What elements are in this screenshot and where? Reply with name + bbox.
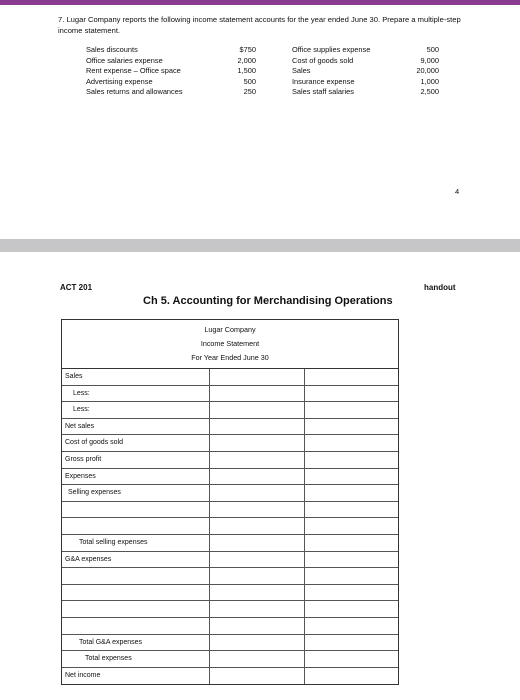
table-row — [62, 585, 398, 602]
row-label — [62, 618, 210, 634]
table-row — [62, 618, 398, 635]
problem-statement: 7. Lugar Company reports the following income statement accounts for the year ended June 30. Prepare a multiple-step income statement. — [58, 15, 461, 35]
row-label: Gross profit — [62, 452, 210, 468]
table-row — [62, 601, 398, 618]
total-cell — [305, 601, 398, 617]
amount-cell — [210, 585, 305, 601]
total-cell — [305, 369, 398, 385]
page-separator — [0, 239, 520, 252]
account-row — [292, 56, 439, 67]
row-label: Total selling expenses — [62, 535, 210, 551]
amount-cell — [210, 435, 305, 451]
table-row — [62, 402, 398, 419]
table-row — [62, 552, 398, 569]
account-row — [86, 56, 256, 67]
account-row — [292, 45, 439, 56]
total-cell — [305, 635, 398, 651]
account-name: Insurance expense — [292, 76, 355, 86]
row-label: Sales — [62, 369, 210, 385]
total-cell — [305, 568, 398, 584]
amount-cell — [210, 502, 305, 518]
account-value: $750 — [239, 45, 256, 54]
top-accent-bar — [0, 0, 520, 5]
account-value: 250 — [243, 87, 256, 97]
company-name: Lugar Company — [204, 325, 256, 334]
row-label: G&A expenses — [62, 552, 210, 568]
total-cell — [305, 618, 398, 634]
row-label — [62, 585, 210, 601]
amount-cell — [210, 485, 305, 501]
total-cell — [305, 435, 398, 451]
account-row — [86, 66, 256, 77]
row-label — [62, 601, 210, 617]
row-label: Total G&A expenses — [62, 635, 210, 651]
row-label: Total expenses — [62, 651, 210, 667]
table-row — [62, 502, 398, 519]
table-row — [62, 518, 398, 535]
table-row — [62, 369, 398, 386]
table-row — [62, 435, 398, 452]
account-name: Rent expense – Office space — [86, 66, 181, 76]
total-cell — [305, 518, 398, 534]
amount-cell — [210, 635, 305, 651]
account-value: 1,000 — [420, 76, 439, 86]
total-cell — [305, 651, 398, 667]
amount-cell — [210, 386, 305, 402]
amount-cell — [210, 651, 305, 667]
amount-cell — [210, 601, 305, 617]
row-label: Net income — [62, 668, 210, 685]
account-value: 1,500 — [237, 66, 256, 76]
row-label — [62, 518, 210, 534]
table-row — [62, 535, 398, 552]
account-name: Sales staff salaries — [292, 87, 354, 97]
amount-cell — [210, 469, 305, 485]
table-row — [62, 386, 398, 403]
amount-cell — [210, 419, 305, 435]
amount-cell — [210, 518, 305, 534]
amount-cell — [210, 668, 305, 685]
accounts-list-right — [292, 45, 439, 98]
table-row — [62, 419, 398, 436]
total-cell — [305, 552, 398, 568]
row-label: Less: — [62, 402, 210, 418]
total-cell — [305, 419, 398, 435]
account-row — [86, 77, 256, 88]
table-row — [62, 568, 398, 585]
table-row — [62, 469, 398, 486]
account-name: Sales discounts — [86, 45, 138, 54]
page-number: 4 — [455, 187, 460, 196]
statement-title: Income Statement — [200, 339, 260, 348]
amount-cell — [210, 402, 305, 418]
amount-cell — [210, 568, 305, 584]
statement-period: For Year Ended June 30 — [191, 353, 269, 362]
total-cell — [305, 402, 398, 418]
account-name: Cost of goods sold — [292, 55, 354, 65]
amount-cell — [210, 452, 305, 468]
account-name: Office supplies expense — [292, 45, 371, 54]
account-name: Sales returns and allowances — [86, 87, 183, 97]
total-cell — [305, 485, 398, 501]
chapter-title: Ch 5. Accounting for Merchandising Operations — [143, 295, 393, 307]
account-name: Sales — [292, 66, 311, 76]
row-label: Less: — [62, 386, 210, 402]
amount-cell — [210, 535, 305, 551]
account-row — [292, 66, 439, 77]
total-cell — [305, 668, 398, 685]
handout-label: handout — [424, 283, 456, 292]
table-row — [62, 651, 398, 668]
table-row — [62, 452, 398, 469]
total-cell — [305, 386, 398, 402]
table-row — [62, 485, 398, 502]
account-value: 20,000 — [416, 66, 439, 76]
account-row — [86, 45, 256, 56]
row-label: Selling expenses — [62, 485, 210, 501]
row-label — [62, 568, 210, 584]
total-cell — [305, 585, 398, 601]
account-value: 2,000 — [237, 55, 256, 65]
amount-cell — [210, 618, 305, 634]
income-statement-table — [61, 319, 399, 685]
account-value: 500 — [243, 76, 256, 86]
row-label — [62, 502, 210, 518]
amount-cell — [210, 369, 305, 385]
account-row — [292, 87, 439, 98]
accounts-list-left — [86, 45, 256, 98]
account-row — [86, 87, 256, 98]
statement-header — [62, 320, 398, 369]
total-cell — [305, 502, 398, 518]
row-label: Net sales — [62, 419, 210, 435]
course-code: ACT 201 — [60, 283, 93, 292]
total-cell — [305, 535, 398, 551]
account-row — [292, 77, 439, 88]
account-value: 9,000 — [420, 55, 439, 65]
table-row — [62, 635, 398, 652]
account-value: 500 — [426, 45, 439, 54]
statement-rows — [62, 369, 398, 684]
account-value: 2,500 — [420, 87, 439, 97]
total-cell — [305, 452, 398, 468]
table-row — [62, 668, 398, 685]
row-label: Expenses — [62, 469, 210, 485]
account-name: Advertising expense — [86, 76, 153, 86]
total-cell — [305, 469, 398, 485]
row-label: Cost of goods sold — [62, 435, 210, 451]
account-name: Office salaries expense — [86, 55, 163, 65]
amount-cell — [210, 552, 305, 568]
